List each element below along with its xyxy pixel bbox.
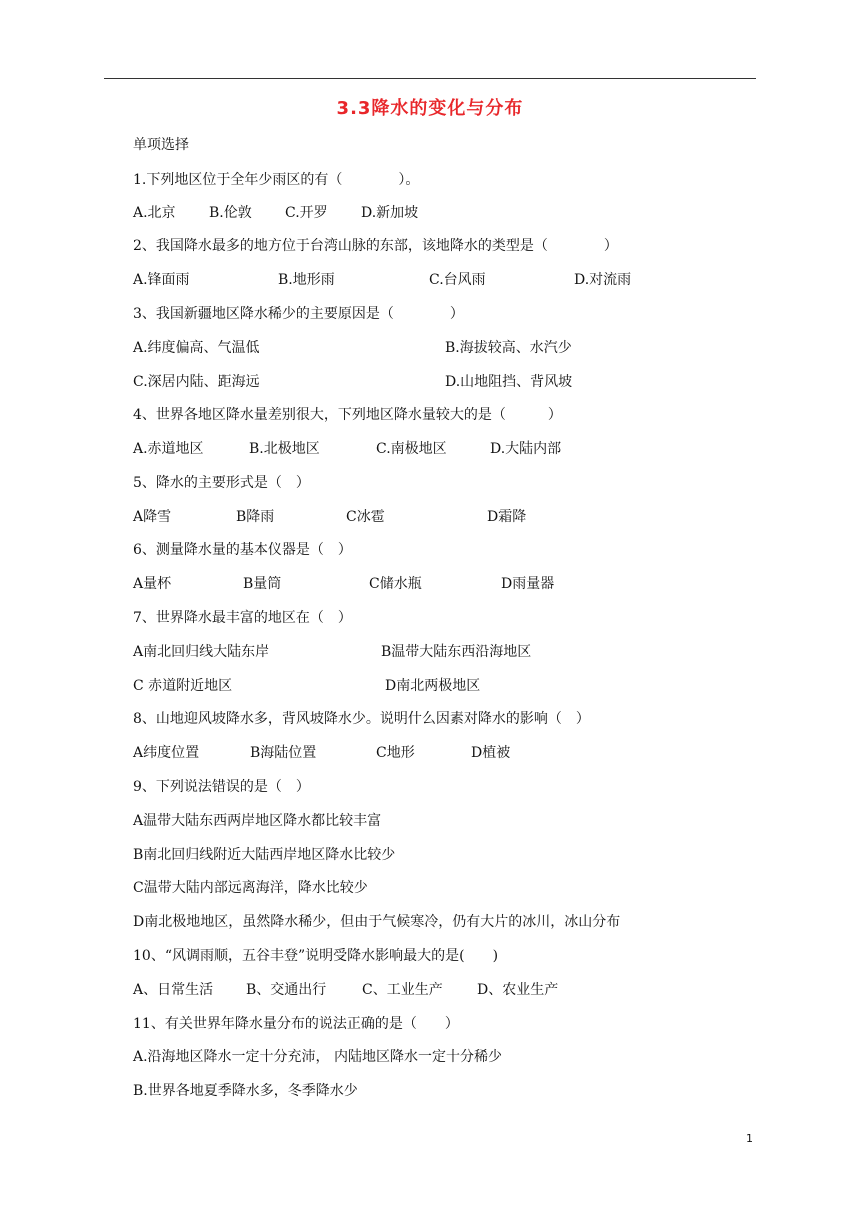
q2-option-b: B.地形雨 (278, 272, 335, 288)
q3-option-b: B.海拔较高、水汽少 (445, 340, 572, 356)
q6-option-a: A量杯 (133, 576, 172, 592)
q9-option-d: D南北极地地区，虽然降水稀少，但由于气候寒冷，仍有大片的冰川，冰山分布 (133, 914, 621, 930)
section-heading: 单项选择 (133, 137, 189, 153)
q5-option-c: C冰雹 (346, 509, 385, 525)
q10-option-d: D、农业生产 (477, 982, 559, 998)
question-8: 8、山地迎风坡降水多，背风坡降水少。说明什么因素对降水的影响（ ） (133, 711, 590, 727)
question-11: 11、有关世界年降水量分布的说法正确的是（ ） (133, 1016, 459, 1032)
q1-option-a: A.北京 (133, 205, 176, 221)
q7-option-a: A南北回归线大陆东岸 (133, 644, 270, 660)
q4-option-d: D.大陆内部 (490, 441, 562, 457)
q9-option-c: C温带大陆内部远离海洋，降水比较少 (133, 880, 368, 896)
q7-option-c: C 赤道附近地区 (133, 678, 233, 694)
question-4: 4、世界各地区降水量差别很大，下列地区降水量较大的是（ ） (133, 407, 562, 423)
q4-option-c: C.南极地区 (376, 441, 447, 457)
q11-option-a: A.沿海地区降水一定十分充沛， 内陆地区降水一定十分稀少 (133, 1049, 503, 1065)
q5-option-d: D霜降 (487, 509, 527, 525)
q7-option-d: D南北两极地区 (385, 678, 481, 694)
page-number: 1 (746, 1132, 753, 1145)
q3-option-d: D.山地阻挡、背风坡 (445, 374, 573, 390)
page-title: 3.3降水的变化与分布 (336, 98, 524, 119)
q7-option-b: B温带大陆东西沿海地区 (381, 644, 532, 660)
q10-option-b: B、交通出行 (246, 982, 327, 998)
question-10: 10、“风调雨顺，五谷丰登”说明受降水影响最大的是( ) (133, 948, 499, 964)
q5-option-b: B降雨 (236, 509, 275, 525)
q11-option-b: B.世界各地夏季降水多，冬季降水少 (133, 1083, 358, 1099)
q2-option-d: D.对流雨 (574, 272, 632, 288)
q4-option-a: A.赤道地区 (133, 441, 204, 457)
q6-option-c: C储水瓶 (369, 576, 422, 592)
q9-option-b: B南北回归线附近大陆西岸地区降水比较少 (133, 847, 396, 863)
question-5: 5、降水的主要形式是（ ） (133, 475, 310, 491)
q1-option-c: C.开罗 (285, 205, 328, 221)
question-6: 6、测量降水量的基本仪器是（ ） (133, 542, 352, 558)
q2-option-a: A.锋面雨 (133, 272, 190, 288)
question-9: 9、下列说法错误的是（ ） (133, 779, 310, 795)
q6-option-b: B量筒 (243, 576, 282, 592)
q1-option-b: B.伦敦 (209, 205, 252, 221)
q8-option-d: D植被 (471, 745, 511, 761)
q8-option-c: C地形 (376, 745, 415, 761)
q1-option-d: D.新加坡 (361, 205, 419, 221)
q5-option-a: A降雪 (133, 509, 172, 525)
q2-option-c: C.台风雨 (429, 272, 486, 288)
q3-option-c: C.深居内陆、距海远 (133, 374, 260, 390)
question-2: 2、我国降水最多的地方位于台湾山脉的东部，该地降水的类型是（ ） (133, 238, 618, 254)
q4-option-b: B.北极地区 (249, 441, 320, 457)
question-1: 1.下列地区位于全年少雨区的有（ ）。 (133, 172, 420, 188)
question-3: 3、我国新疆地区降水稀少的主要原因是（ ） (133, 306, 464, 322)
q6-option-d: D雨量器 (501, 576, 555, 592)
q3-option-a: A.纬度偏高、气温低 (133, 340, 260, 356)
q10-option-a: A、日常生活 (133, 982, 214, 998)
header-rule (104, 78, 756, 79)
q8-option-b: B海陆位置 (250, 745, 317, 761)
q9-option-a: A温带大陆东西两岸地区降水都比较丰富 (133, 813, 382, 829)
question-7: 7、世界降水最丰富的地区在（ ） (133, 610, 352, 626)
q10-option-c: C、工业生产 (362, 982, 443, 998)
q8-option-a: A纬度位置 (133, 745, 200, 761)
